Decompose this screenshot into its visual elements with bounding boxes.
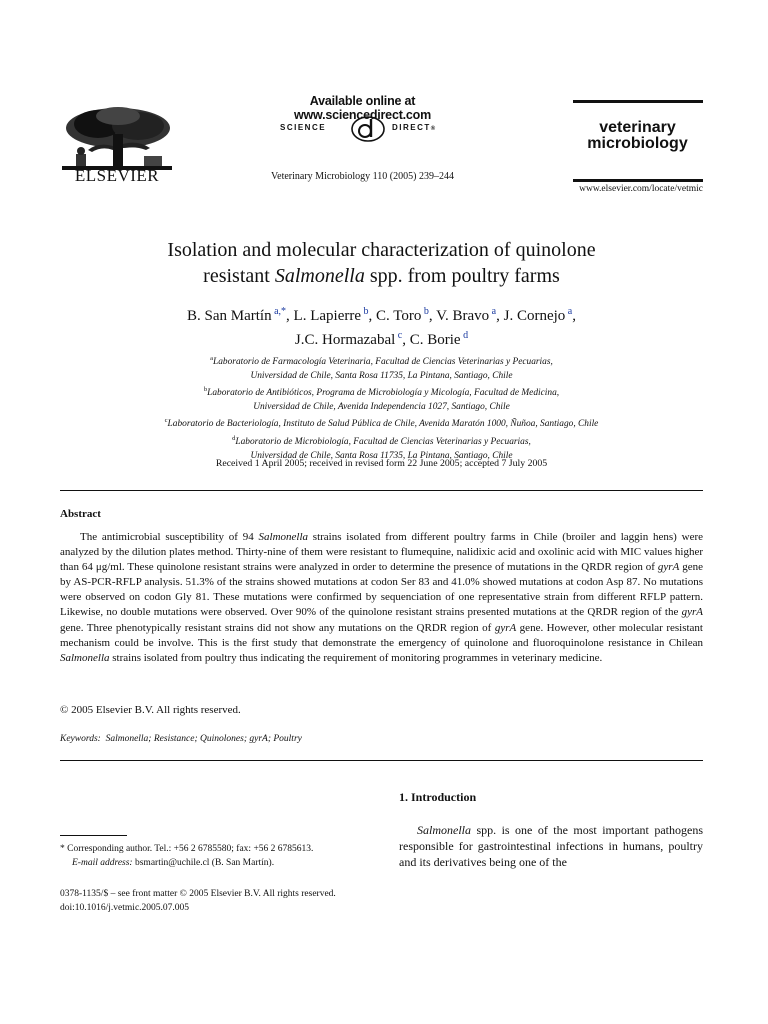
abstract-text: gene. However, other molecular resistant mechanism could be involve. This is the first study that demonstrate the emergency of quinolone and fluoroquinolone resistance in Chilean <box>60 621 703 649</box>
issn-line: 0378-1135/$ – see front matter © 2005 Elsevier B.V. All rights reserved. <box>60 889 336 899</box>
corresponding-author-footnote <box>60 843 380 870</box>
author-affiliation-mark[interactable]: a,* <box>271 306 287 317</box>
affiliation-line: Universidad de Chile, Avenida Independencia 1027, Santiago, Chile <box>253 401 510 412</box>
email-line: E-mail address: bsmartin@uchile.cl (B. San Martín). <box>72 857 275 868</box>
publisher-name: ELSEVIER <box>74 166 160 185</box>
author-line-1: B. San Martín $^{a,*}$, L. Lapierre $^b$, C. Toro $^b$, V. Bravo $^a$, J. Cornejo $^a$, <box>187 306 576 324</box>
author-affiliation-mark[interactable]: a <box>489 306 497 317</box>
sciencedirect-logo <box>280 116 480 142</box>
journal-name-line2: microbiology <box>587 135 688 152</box>
title-line-1: Isolation and molecular characterization of quinolone <box>167 239 596 261</box>
divider-bottom <box>60 760 703 761</box>
journal-rule-top <box>573 100 703 103</box>
title-line-2: resistant Salmonella spp. from poultry farms <box>203 265 560 287</box>
journal-name-line1: veterinary <box>599 119 676 136</box>
abstract-paragraph <box>60 530 703 666</box>
introduction-paragraph: Salmonella spp. is one of the most important pathogens responsible for gastrointestinal infections in humans, poultry and its derivatives being one of the <box>399 823 703 870</box>
abstract-italic-term: Salmonella <box>258 531 309 543</box>
journal-name <box>572 120 703 152</box>
keywords-label: Keywords: <box>60 734 101 744</box>
author-affiliation-mark[interactable]: b <box>361 306 369 317</box>
author-name: J. Cornejo <box>503 308 566 324</box>
author-name: J.C. Hormazabal <box>294 332 396 348</box>
author-list <box>60 302 703 350</box>
footnote-rule <box>60 835 127 836</box>
available-online-banner: Available online at www.sciencedirect.com <box>293 94 432 122</box>
affiliation-line: Universidad de Chile, Santa Rosa 11735, La Pintana, Santiago, Chile <box>250 370 513 381</box>
article-title <box>60 237 703 289</box>
author-name: L. Lapierre <box>293 308 362 324</box>
journal-rule-bottom <box>573 179 703 182</box>
abstract-italic-term: gyrA <box>657 561 680 574</box>
divider-top <box>60 490 703 491</box>
section-heading-introduction: 1. Introduction <box>399 790 477 804</box>
author-name: B. San Martín <box>187 308 272 324</box>
abstract-italic-term: gyrA <box>681 606 703 619</box>
author-affiliation-mark[interactable]: d <box>460 330 469 341</box>
affiliation-line: $^d$Laboratorio de Microbiología, Facultad de Ciencias Veterinarias y Pecuarias, <box>232 434 531 447</box>
keywords-list: Salmonella; Resistance; Quinolones; gyrA; Poultry <box>105 734 302 744</box>
sd-left-text: SCIENCE <box>280 123 327 132</box>
author-affiliation-mark[interactable]: a <box>565 306 573 317</box>
affiliation-mark: a <box>210 355 214 362</box>
journal-url-link[interactable]: www.elsevier.com/locate/vetmic <box>579 184 703 194</box>
abstract-italic-term: Salmonella <box>60 651 110 664</box>
abstract-text: strains isolated from poultry thus indicating the requirement of monitoring programmes in veterinary medicine. <box>109 651 603 664</box>
affiliation-mark: b <box>203 386 208 394</box>
abstract-text: The antimicrobial susceptibility of 94 <box>80 531 259 543</box>
author-name: V. Bravo <box>436 308 490 324</box>
abstract-copyright: © 2005 Elsevier B.V. All rights reserved. <box>60 704 241 716</box>
affiliation-mark: c <box>164 417 168 425</box>
abstract-italic-term: gyrA <box>494 621 517 634</box>
corresponding-author-text: * Corresponding author. Tel.: +56 2 6785580; fax: +56 2 6785613. <box>60 844 314 854</box>
received-dates: Received 1 April 2005; received in revised form 22 June 2005; accepted 7 July 2005 <box>215 458 548 469</box>
author-name: C. Borie <box>409 332 461 348</box>
introduction-body <box>399 822 703 871</box>
front-matter-info <box>60 888 336 915</box>
abstract-text: gene. Three phenotypically resistant strains did not show any mutations on the QRDR region of <box>60 621 495 634</box>
author-affiliation-mark[interactable]: b <box>421 306 429 317</box>
affiliation-mark: d <box>232 434 236 442</box>
affiliation-line: Universidad de Chile, Santa Rosa 11735, La Pintana, Santiago, Chile <box>250 450 513 461</box>
affiliation-line: $^a$Laboratorio de Farmacología Veterinaria, Facultad de Ciencias Veterinarias y Pecuarias, <box>210 355 553 367</box>
author-line-2: J.C. Hormazabal $^c$, C. Borie $^d$ <box>294 330 469 348</box>
author-name: C. Toro <box>376 308 422 324</box>
author-affiliation-mark[interactable]: c <box>395 330 403 341</box>
sd-right-text: DIRECT® <box>392 123 437 132</box>
abstract-text: gene by AS-PCR-RFLP analysis. 51.3% of the strains showed mutations at codon Ser 83 and 41.0% showed mutations at codon Asp 87. No mutations were observed on codon Gly 81. These mutations were confirmed by sequenciation of one representative strain from different RFLP pattern. Likewise, no double mutations were observed. Over 90% of the quinolone resistant strains presented mutations at the QRDR region of the <box>60 561 704 619</box>
keywords <box>60 734 302 744</box>
abstract-body <box>60 530 703 666</box>
journal-citation: Veterinary Microbiology 110 (2005) 239–244 <box>271 171 454 182</box>
abstract-heading: Abstract <box>60 508 101 520</box>
sciencedirect-d-icon <box>348 114 388 144</box>
affiliations <box>60 352 703 463</box>
email-link[interactable]: bsmartin@uchile.cl (B. San Martín). <box>132 857 275 868</box>
affiliation-line: $^c$Laboratorio de Bacteriología, Instituto de Salud Pública de Chile, Avenida Maratón 1000, Ñuñoa, Santiago, Chile <box>164 417 599 430</box>
abstract-text: strains isolated from different poultry farms in Chile (broiler and laggin hens) were analyzed by the dilution plates method. Thirty-nine of them were resistant to flumequine, nalidixic acid and oxolinic acid with MIC values higher than 64 μg/ml. These quinolone resistant strains were analyzed in order to determine the presence of mutations in the QRDR region of <box>60 531 704 574</box>
affiliation-line: $^b$Laboratorio de Antibióticos, Programa de Microbiología y Micología, Facultad de Medicina, <box>203 386 560 399</box>
doi-link[interactable]: doi:10.1016/j.vetmic.2005.07.005 <box>60 902 190 913</box>
